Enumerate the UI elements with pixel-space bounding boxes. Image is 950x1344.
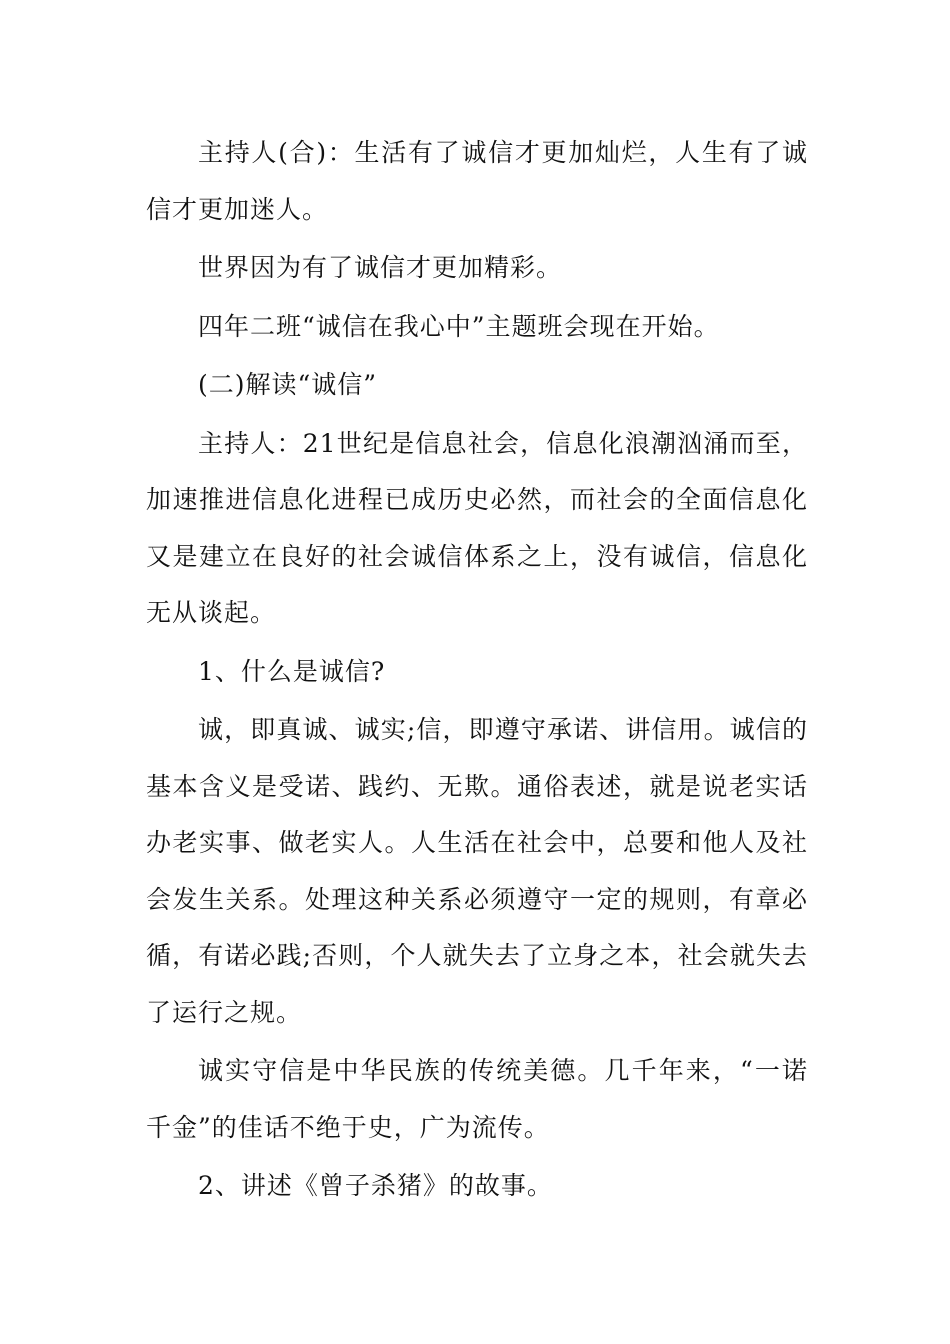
section-heading-interpret: (二)解读“诚信” [198, 370, 378, 399]
document-body [146, 125, 808, 1217]
item-heading-what-is-integrity: 1、什么是诚信? [198, 656, 386, 686]
paragraph-information-society: 主持人：21世纪是信息社会，信息化浪潮汹涌而至，加速推进信息化进程已成历史必然，而社会的全面信息化又是建立在良好的社会诚信体系之上，没有诚信，信息化无从谈起。 [146, 428, 808, 627]
paragraph-integrity-definition: 诚，即真诚、诚实;信，即遵守承诺、讲信用。诚信的基本含义是受诺、践约、无欺。通俗表述，就是说老实话办老实事、做老实人。人生活在社会中，总要和他人及社会发生关系。处理这种关系必须遵守一定的规则，有章必循，有诺必践;否则，个人就失去了立身之本，社会就失去了运行之规。 [146, 715, 808, 1027]
paragraph-traditional-virtue: 诚实守信是中华民族的传统美德。几千年来，“一诺千金”的佳话不绝于史，广为流传。 [146, 1056, 808, 1142]
item-heading-zengzi-story: 2、讲述《曾子杀猪》的故事。 [198, 1171, 553, 1200]
paragraph-world-wonderful: 世界因为有了诚信才更加精彩。 [198, 253, 563, 282]
paragraph-host-closing: 主持人(合)：生活有了诚信才更加灿烂，人生有了诚信才更加迷人。 [146, 138, 808, 224]
paragraph-meeting-start: 四年二班“诚信在我心中”主题班会现在开始。 [198, 311, 720, 341]
